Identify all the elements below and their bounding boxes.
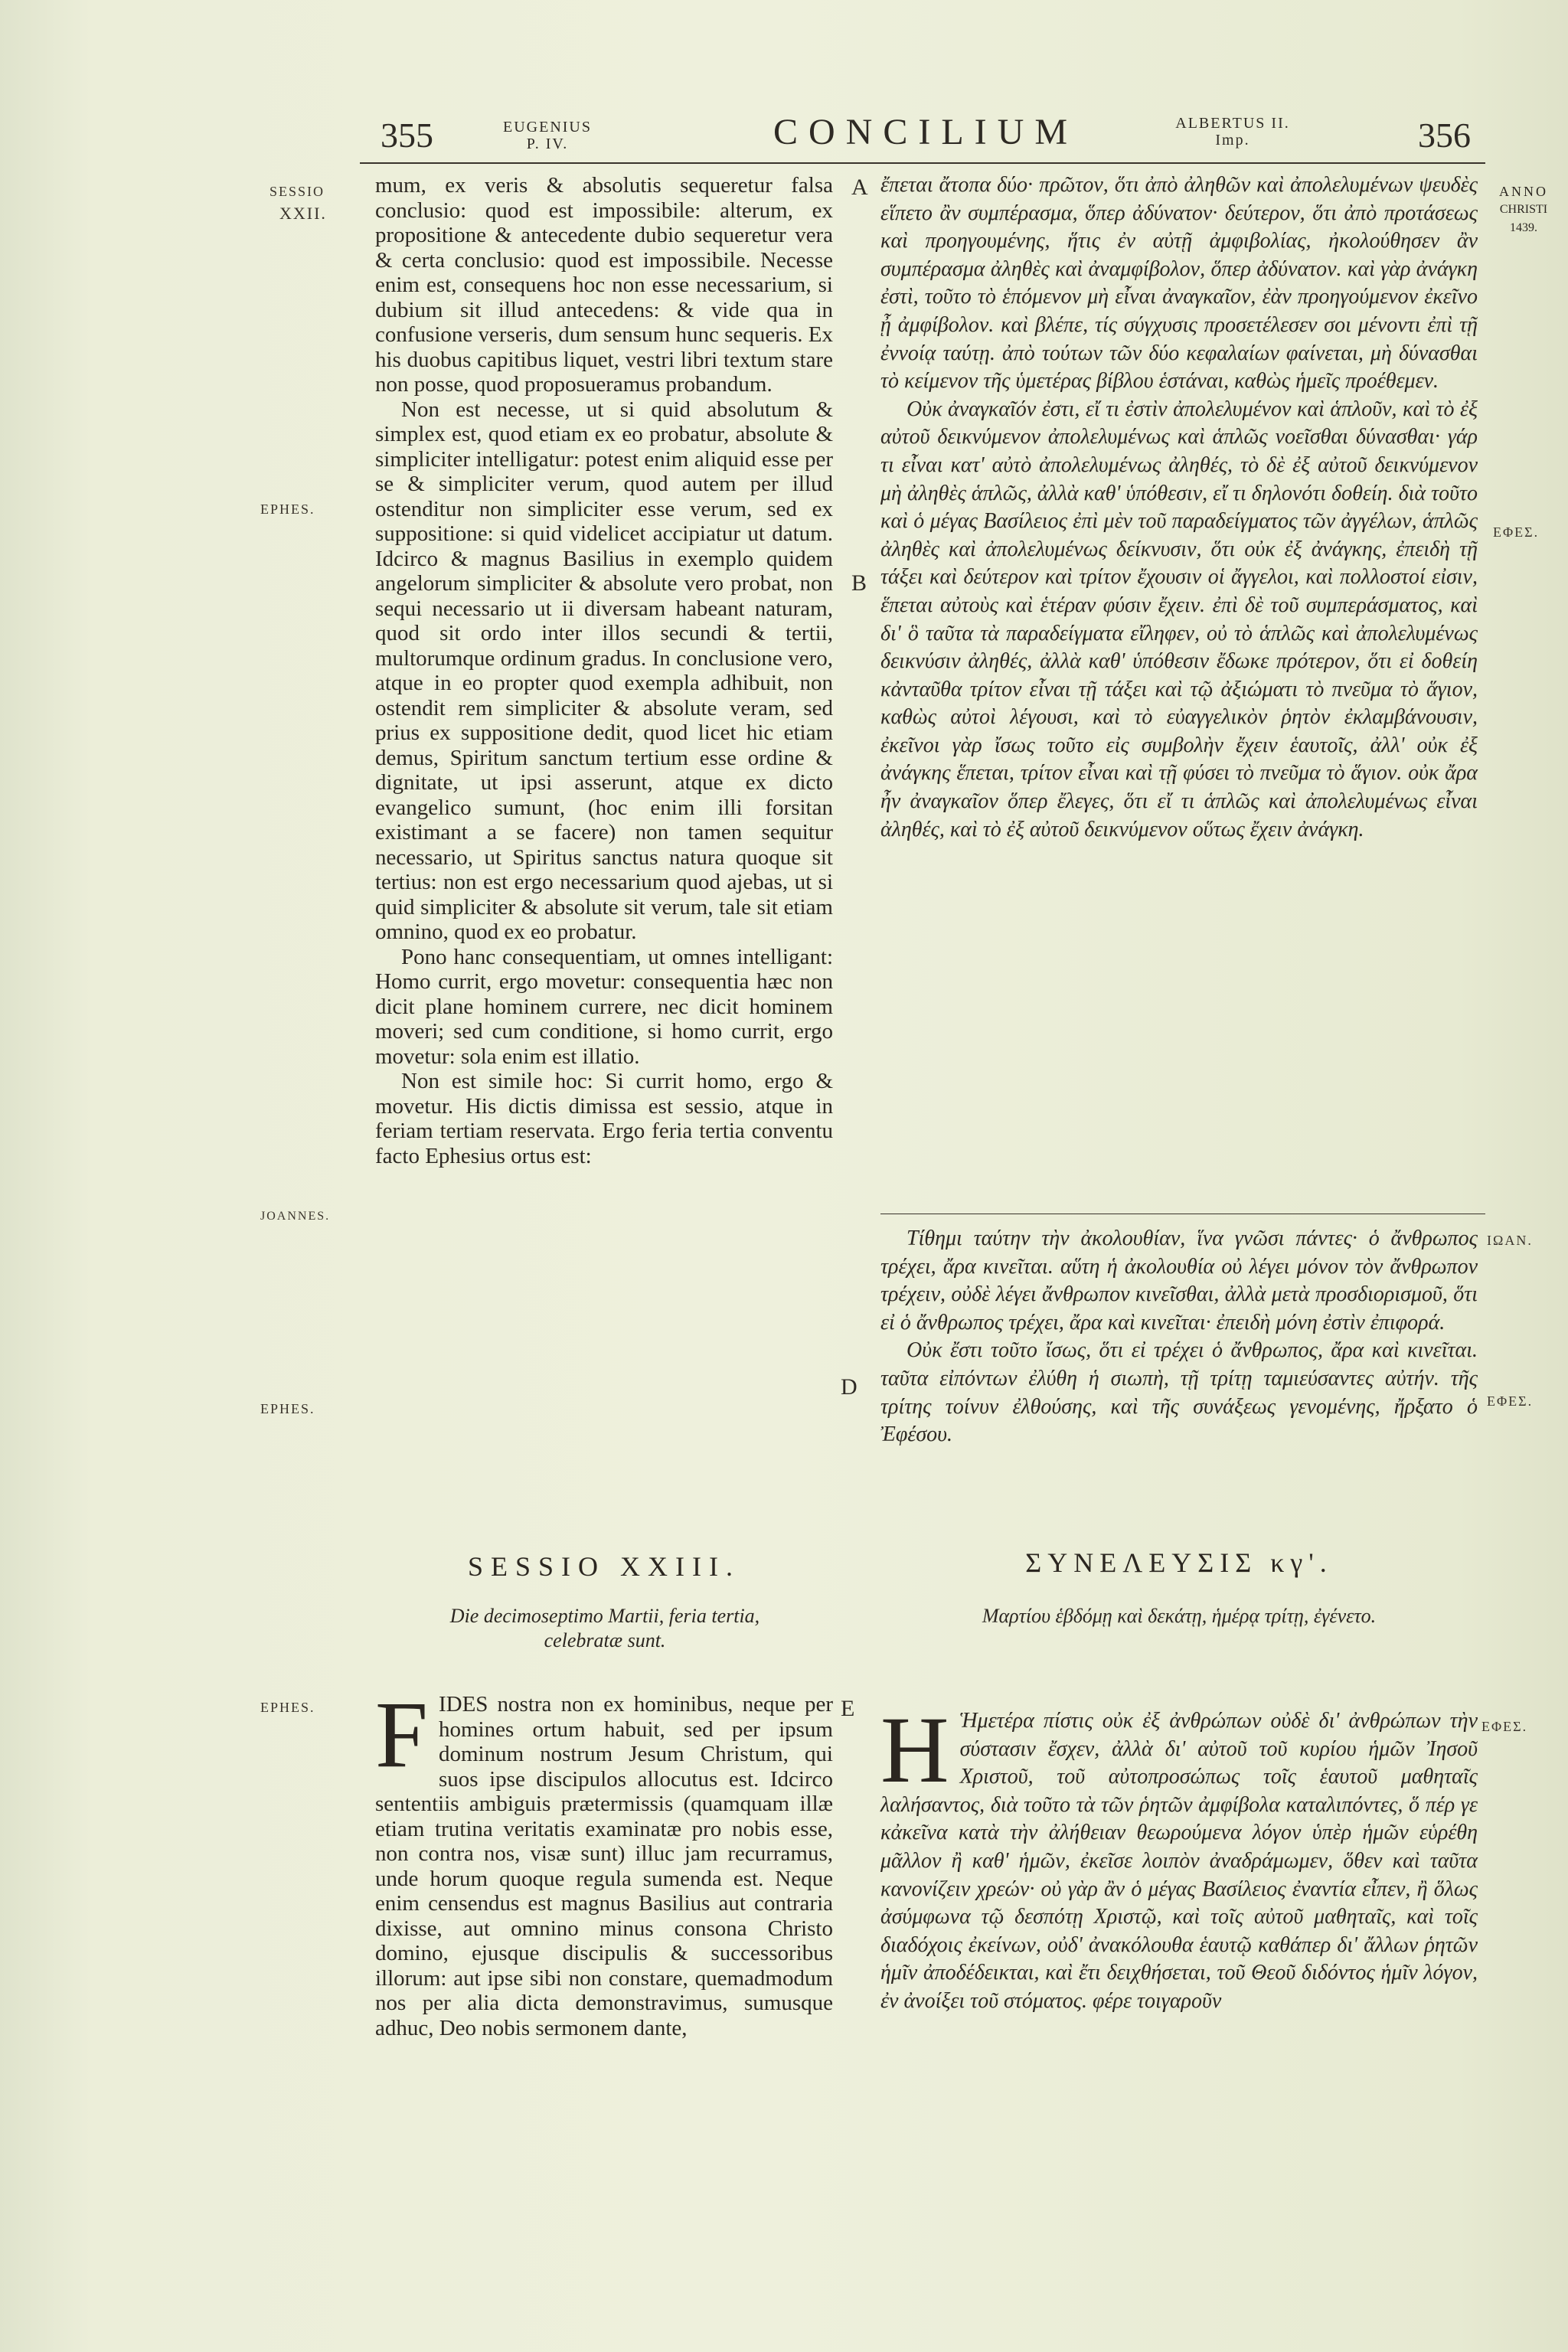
margin-ephes-greek-3: ΕΦΕΣ. (1481, 1719, 1528, 1734)
margin-anno: ANNO (1499, 184, 1548, 199)
page-title: CONCILIUM (773, 112, 1078, 152)
latin-column-upper (375, 173, 833, 1168)
latin-column-lower (375, 1682, 833, 2040)
latin-paragraph: Non est necesse, ut si quid absolutum & simplex est, quod etiam ex eo probatur, absolute & simpliciter intelligatur: potest enim aliquid esse per se & simpliciter verum, quod autem per illud ostenditur non simpliciter esse verum, sed ex suppositione: si quid videlicet accipiatur ut datum. Idcirco & magnus Basilius in exemplo quidem angelorum simpliciter & absolute vero probat, non sequi necessario ut ii diversam habeant naturam, quod sit ordo inter illos secundi & tertii, multorumque ordinum gradus. In conclusione vero, atque in eo propter quod exempla adhibuit, non ostendit rem simpliciter & absolute veram, sed prius ex suppositione dedit, quod licet hic etiam demus, Spiritum sanctum tertium esse ordine & dignitate, ut ipsi asserunt, atque ex dicto evangelico sumunt, (hoc enim illi forsitan existimant a se facere) non tamen sequitur necessario, ut Spiritus sanctus natura quoque sit tertius: non est ergo necessarium quod ajebas, ut si quid simpliciter & absolute sit verum, tale sit etiam omnino, quod ex eo probatur. (375, 397, 833, 944)
latin-paragraph-text: IDES nostra non ex hominibus, neque per homines ortum habuit, sed per ipsum dominum nostrum Jesum Christum, qui suos ipse discipulos allocutus est. Idcirco sententiis ambiguis prætermissis (quamquam illæ etiam trutina veritatis examinatæ pro nobis esse, non contra nos, visæ sunt) illuc jam recurramus, unde horum quoque regula sumenda est. Neque enim censendus est magnus Basilius aut contraria dixisse, aut omnino minus consona Christo domino, ejusque discipulis & successoribus illorum: aut ipse sibi non constare, quemadmodum nos per alia dicta demonstravimus, sumusque adhuc, Deo nobis sermonem dante, (375, 1692, 833, 2040)
right-running-head (1171, 115, 1294, 149)
margin-joannes: JOANNES. (260, 1210, 331, 1223)
latin-session-date: Die decimoseptimo Martii, feria tertia, celebratæ sunt. (449, 1605, 760, 1651)
section-letter-b: B (851, 570, 867, 596)
margin-year: 1439. (1510, 221, 1537, 234)
margin-sessio: SESSIO (270, 184, 325, 199)
running-head-pope-number: P. IV. (526, 136, 569, 152)
left-running-head (494, 119, 601, 152)
margin-ioan-greek: ΙΩΑΝ. (1487, 1233, 1533, 1248)
section-letter-e: E (841, 1696, 855, 1721)
greek-paragraph (880, 1697, 1478, 2016)
running-head-pope: EUGENIUS (503, 119, 592, 136)
margin-christi: CHRISTI (1499, 203, 1548, 216)
running-head-emperor: ALBERTUS II. (1175, 115, 1290, 132)
left-page-number: 355 (381, 116, 433, 155)
greek-column-upper (880, 172, 1478, 844)
greek-paragraph-text: Ἡμετέρα πίστις οὐκ ἐξ ἀνθρώπων οὐδὲ δι' ἀνθρώπων τὴν σύστασιν ἔσχεν, ἀλλὰ δι' αὐτοῦ τοῦ κυρίου ἡμῶν Ἰησοῦ Χριστοῦ, τοῦ αὐτοπροσώπως τοῖς ἑαυτοῦ μαθηταῖς λαλήσαντος, διὰ τοῦτο τὰ τῶν ῥητῶν ἀμφίβολα καταλιπόντες, ὅ πέρ γε κἀκεῖνα κατὰ τὴν ἀλήθειαν θεωρούμενα λόγον ὑπὲρ ἡμῶν εὑρέθη μᾶλλον ἢ καθ' ἡμῶν, ἐκεῖσε λοιπὸν ἀναδράμωμεν, ὅθεν καὶ ταῦτα κανονίζειν χρεών· οὐ γὰρ ἂν ὁ μέγας Βασίλειος ἐναντία εἶπεν, ἢ ὅλως ἀσύμφωνα τῷ δεσπότῃ Χριστῷ, καὶ τοῖς αὐτοῦ μαθηταῖς, καὶ τοῖς διαδόχοις ἐκείνων, οὐδ' ἀνακόλουθα ἑαυτῷ καθάπερ δι' ἄλλων ῥητῶν ἡμῖν ἀποδέδεικται, καὶ ἔτι δειχθήσεται, τοῦ Θεοῦ διδόντος ἡμῖν λόγον, ἐν ἀνοίξει τοῦ στόματος. φέρε τοιγαροῦν (880, 1709, 1478, 2013)
greek-drop-capital: Η (880, 1697, 949, 1802)
margin-anno-christi (1489, 182, 1558, 237)
greek-session-date: Μαρτίου ἑβδόμῃ καὶ δεκάτῃ, ἡμέρᾳ τρίτῃ, ἐγένετο. (982, 1605, 1377, 1627)
latin-drop-capital: F (375, 1682, 428, 1787)
greek-session-heading: ΣΥΝΕΛΕΥΣΙΣ κγ'. (1025, 1547, 1333, 1578)
margin-ephes-greek-1: ΕΦΕΣ. (1493, 524, 1540, 540)
greek-paragraph: Τίθημι ταύτην τὴν ἀκολουθίαν, ἵνα γνῶσι πάντες· ὁ ἄνθρωπος τρέχει, ἄρα κινεῖται. αὕτη ἡ ἀκολουθία οὐ λέγει μόνον τὸν ἄνθρωπον τρέχειν, οὐδὲ λέγει ἄνθρωπον κινεῖσθαι, ἀλλὰ μετὰ προσδιορισμοῦ, ὅτι εἰ ὁ ἄνθρωπος τρέχει, ἄρα καὶ κινεῖται· ἐπειδὴ μόνη ἐστὶν ἐπιφορά. (880, 1227, 1478, 1334)
greek-paragraph: Οὐκ ἀναγκαῖόν ἐστι, εἴ τι ἐστὶν ἀπολελυμένον καὶ ἁπλοῦν, καὶ τὸ ἐξ αὐτοῦ δεικνύμενον ἀπολελυμένως καὶ ἁπλῶς νοεῖσθαι δύνασθαι· γάρ τι εἶναι κατ' αὐτὸ ἀπολελυμένως ἀληθές, τὸ δὲ ἐξ αὐτοῦ δεικνύμενον μὴ ἀληθὲς ἁπλῶς, ἀλλὰ καθ' ὑπόθεσιν, εἴ τι δηλονότι δοθείη. διὰ τοῦτο καὶ ὁ μέγας Βασίλειος ἐπὶ μὲν τοῦ παραδείγματος τῶν ἀγγέλων, ἁπλῶς ἀληθὲς καὶ ἀπολελυμένως δείκνυσιν, ὅτι οὐκ ἐξ ἀνάγκης, ἐπειδὴ τῇ τάξει καὶ δεύτερον καὶ τρίτον ἔχουσιν οἱ ἄγγελοι, καὶ πολλοστοί εἰσιν, ἕπεται αὐτοὺς καὶ ἑτέραν φύσιν ἔχειν. ἐπὶ δὲ τοῦ συμπεράσματος, καὶ δι' ὃ ταῦτα τὰ παραδείγματα εἴληφεν, οὐ τὸ ἁπλῶς καὶ ἀπολελυμένως δεικνύσιν ἀληθές, ἀλλὰ καθ' ὑπόθεσιν ἔδωκε πρότερον, ὅτι εἰ δοθείη κἀνταῦθα τρίτον εἶναι τῇ τάξει καὶ τῷ ἀξιώματι τὸ πνεῦμα τὸ ἅγιον, καθὼς αὐτοὶ λέγουσι, καὶ τὸ εὐαγγελικὸν ῥητὸν ἐκλαμβάνουσιν, ἐκεῖνοι γὰρ ἴσως τοῦτο εἰς συμβολὴν ἔχειν ἑαυτοῖς, ἀλλ' οὐκ ἐξ ἀνάγκης ἕπεται, τρίτον εἶναι καὶ τῇ φύσει τὸ πνεῦμα τὸ ἅγιον. οὐκ ἄρα ἦν ἀναγκαῖον ὅπερ ἔλεγες, ὅτι εἴ τι ἁπλῶς καὶ ἀπολελυμένως εἶναι ἀληθές, καὶ τὸ ἐξ αὐτοῦ δεικνύμενον οὕτως ἔχειν ἀνάγκη. (880, 397, 1478, 841)
margin-ephes-greek-2: ΕΦΕΣ. (1487, 1393, 1534, 1409)
right-page-number: 356 (1418, 116, 1471, 155)
latin-paragraph (375, 1682, 833, 2040)
greek-column-lower (880, 1697, 1478, 2016)
margin-ephes-1: EPHES. (260, 501, 315, 517)
latin-session-heading: SESSIO XXIII. (467, 1551, 740, 1582)
margin-ephes-3: EPHES. (260, 1700, 315, 1715)
header-rule (360, 162, 1485, 164)
section-letter-d: D (841, 1374, 858, 1400)
margin-sessio-number: XXII. (279, 204, 327, 223)
running-head-emperor-title: Imp. (1215, 132, 1250, 149)
margin-ephes-2: EPHES. (260, 1401, 315, 1416)
latin-paragraph: mum, ex veris & absolutis sequeretur falsa conclusio: quod est impossibile: alterum, ex propositione & antecedente dubio sequeretur vera & certa conclusio: quod est impossibile. Necesse enim est, consequens hoc non esse necessarium, si dubium sit illud antecedens: & vide qua in confusione verseris, dum sensum hunc sequeris. Ex his duobus capitibus liquet, vestri libri textum stare non posse, quod proposueramus probandum. (375, 173, 833, 397)
greek-paragraph: ἔπεται ἄτοπα δύο· πρῶτον, ὅτι ἀπὸ ἀληθῶν καὶ ἀπολελυμένων ψευδὲς εἵπετο ἂν συμπέρασμα, ὅπερ ἀδύνατον· δεύτερον, ὅτι ἀπὸ προτάσεως καὶ προηγουμένης, ἥτις ἐν αὐτῇ ἀμφιβολίας, ἠκολούθησεν ἂν συμπέρασμα ἀληθὲς καὶ ἀναμφίβολον, ὅπερ ἀδύνατον. καὶ γὰρ ἀνάγκη ἐστὶ, τοῦτο τὸ ἑπόμενον μὴ εἶναι ἀναγκαῖον, ἐὰν προηγούμενον ἐκεῖνο ᾖ ἀμφίβολον. καὶ βλέπε, τίς σύγχυσις προσετέλεσεν σοι μένοντι ἐπὶ τῇ ἐννοίᾳ ταύτῃ. ἀπὸ τούτων τῶν δύο κεφαλαίων φαίνεται, μὴ δύνασθαι τὸ κείμενον τῆς ὑμετέρας βίβλου ἑστάναι, καθὼς ἡμεῖς προέθεμεν. (880, 173, 1478, 394)
latin-paragraph: Non est simile hoc: Si currit homo, ergo & movetur. His dictis dimissa est sessio, atque in feriam tertiam reservata. Ergo feria tertia conventu facto Ephesius ortus est: (375, 1069, 833, 1168)
latin-paragraph: Pono hanc consequentiam, ut omnes intelligant: Homo currit, ergo movetur: consequentia hæc non dicit plane hominem currere, nec dicit hominem moveri; sed cum conditione, si homo currit, ergo movetur: sola enim est illatio. (375, 944, 833, 1069)
greek-column-middle (880, 1225, 1478, 1449)
greek-paragraph: Οὐκ ἔστι τοῦτο ἴσως, ὅτι εἰ τρέχει ὁ ἄνθρωπος, ἄρα καὶ κινεῖται. ταῦτα εἰπόντων ἐλύθη ἡ σιωπὴ, τῇ τρίτῃ ταμιεύσαντες αὐτήν. τῆς τρίτης τοίνυν ἐλθούσης, καὶ τῆς συνάξεως γενομένης, ἤρξατο ὁ Ἐφέσου. (880, 1338, 1478, 1447)
section-letter-a: A (851, 175, 868, 200)
